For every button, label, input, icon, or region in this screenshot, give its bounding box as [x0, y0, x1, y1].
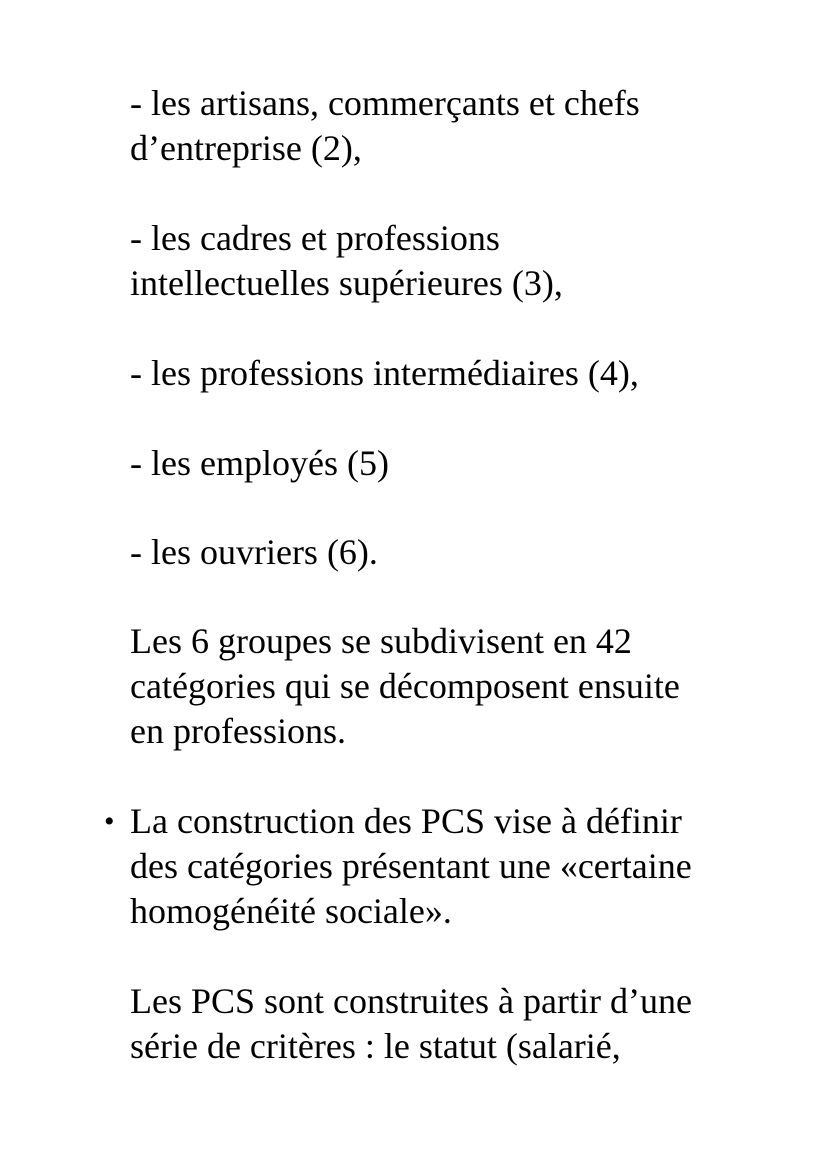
text-line: - les cadres et professions: [130, 218, 500, 258]
paragraph-criteres: [130, 979, 790, 1069]
text-line: en professions.: [130, 711, 346, 751]
text-line: - les artisans, commerçants et chefs: [130, 83, 640, 123]
text-line: Les PCS sont construites à partir d’une: [130, 981, 692, 1021]
text-line: des catégories présentant une «certaine: [130, 846, 692, 886]
text-line: catégories qui se décomposent ensuite: [130, 666, 680, 706]
list-item-cadres: [130, 216, 790, 306]
bullet-marker: •: [104, 805, 115, 838]
paragraph-groupes: [130, 619, 790, 754]
text-line: série de critères : le statut (salarié,: [130, 1026, 621, 1066]
text-line: - les employés (5): [130, 443, 389, 483]
text-line: homogénéité sociale».: [130, 891, 452, 931]
text-line: La construction des PCS vise à définir: [130, 801, 682, 841]
text-line: Les 6 groupes se subdivisent en 42: [130, 621, 632, 661]
list-item-professions-intermediaires: [130, 351, 790, 396]
text-line: intellectuelles supérieures (3),: [130, 263, 563, 303]
text-line: - les professions intermédiaires (4),: [130, 353, 639, 393]
text-line: d’entreprise (2),: [130, 128, 362, 168]
list-item-artisans: [130, 81, 790, 171]
list-item-employes: [130, 441, 790, 486]
text-line: - les ouvriers (6).: [130, 532, 378, 572]
bullet-paragraph-construction: [130, 799, 790, 934]
list-item-ouvriers: [130, 530, 790, 575]
